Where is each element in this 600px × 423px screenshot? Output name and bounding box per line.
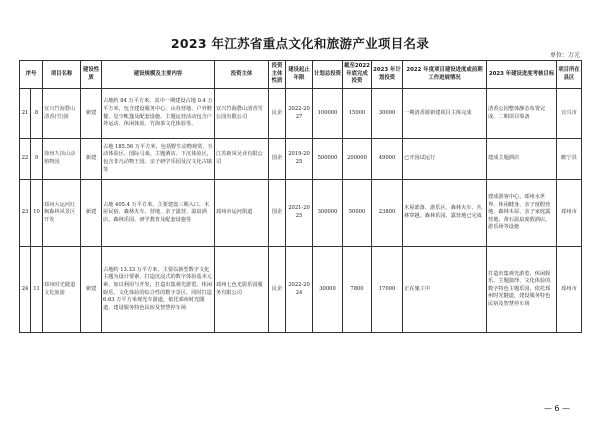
cell-period: 2019-2025 [286, 139, 313, 180]
cell-plan: 49000 [372, 139, 403, 180]
cell-period: 2022-2024 [286, 247, 313, 333]
header-investor: 投资主体 [215, 61, 269, 89]
cell-done: 200000 [343, 139, 372, 180]
header-plan: 2023 年计划投资 [372, 61, 403, 89]
cell-target: 建成主题酒店 [487, 139, 557, 180]
header-seq: 序号 [20, 61, 43, 89]
cell-content: 占地约 13.33 万平方米，主要以新型数字文化主题为设计要素，打造沉浸式的数字体验基本元素，加以利用与开发，打造出集观光游览、休闲娱乐、文化体验的综合性的数字景区，同时打造 6.63 万平方米观光车游道，依托邳州时光隧道，建设服务特色民宿及智慧停车场 [102, 247, 215, 333]
cell-nature: 新建 [81, 180, 102, 247]
header-target: 2023 年建设进度考核目标 [487, 61, 557, 89]
cell-name: 宜兴竹海磬山清香(雪)游 [43, 89, 81, 139]
cell-plan: 17000 [372, 247, 403, 333]
cell-no: 10 [31, 180, 43, 247]
table-row [20, 247, 582, 333]
cell-total: 500000 [313, 139, 343, 180]
cell-seq: 24 [20, 247, 31, 333]
header-investor-type: 投资主体性质 [269, 61, 286, 89]
cell-total: 30000 [313, 247, 343, 333]
cell-investor: 宜兴竹海磬山清香雪公园有限公司 [215, 89, 269, 139]
cell-investor-type: 国企 [269, 180, 286, 247]
cell-content: 占地 185.56 万平方米，包括野生动物观赏、互动体验区、国际马戏、主题酒店、下沉体验区，包含非凡动物王国、亲子研学乐园及汉文化古镇等 [102, 139, 215, 180]
cell-investor: 江苏新凤吴业有限公司 [215, 139, 269, 180]
cell-nature: 新建 [81, 139, 102, 180]
cell-done: 7800 [343, 247, 372, 333]
header-progress: 2022 年度项目建设进度或前期工作进展情况 [403, 61, 487, 89]
cell-no: 9 [31, 139, 43, 180]
cell-done: 50000 [343, 180, 372, 247]
page-title: 2023 年江苏省重点文化和旅游产业项目名录 [170, 36, 430, 51]
cell-plan: 23800 [372, 180, 403, 247]
cell-no: 8 [31, 89, 43, 139]
cell-period: 2021-2025 [286, 180, 313, 247]
cell-investor: 邳州市运河街道 [215, 180, 269, 247]
cell-seq: 22 [20, 139, 31, 180]
table-row [20, 89, 582, 139]
header-done: 截至2022年底完成投资 [343, 61, 372, 89]
cell-progress: 木屋部落、游乐区、森林火车、丛林穿越、森林乐园、露营地已完成 [403, 180, 487, 247]
cell-progress: 一期清香游新建项目主体完成 [403, 89, 487, 139]
header-total: 计划总投资 [313, 61, 343, 89]
project-table [19, 60, 582, 333]
cell-total: 100000 [313, 89, 343, 139]
cell-investor: 邳州七色光影乐园服务有限公司 [215, 247, 269, 333]
cell-county: 邳州市 [557, 247, 582, 333]
cell-content: 占地约 84 万平方米。其中一期建设占地 0.4 万平方米，包含建设服务中心、山谷营地、户外野餐、星空帐篷及配套设施，主题运营活动包含户外运动、休闲体验、竹海茶文化体验等。 [102, 89, 215, 139]
cell-done: 15000 [343, 89, 372, 139]
cell-investor-type: 民企 [269, 247, 286, 333]
cell-seq: 23 [20, 180, 31, 247]
cell-plan: 30000 [372, 89, 403, 139]
unit-note: 单位：万元 [549, 52, 580, 59]
cell-progress: 已开园试运行 [403, 139, 487, 180]
cell-total: 300000 [313, 180, 343, 247]
cell-name: 徐州九顶山动植物园 [43, 139, 81, 180]
cell-county: 邳州市 [557, 180, 582, 247]
page-number: — 6 — [543, 404, 570, 413]
cell-nature: 新建 [81, 89, 102, 139]
table-row [20, 180, 582, 247]
cell-nature: 新建 [81, 247, 102, 333]
cell-name: 邳州时光隧道文化旅游 [43, 247, 81, 333]
cell-no: 11 [31, 247, 43, 333]
cell-seq: 21 [20, 89, 31, 139]
cell-target: 建成游客中心、邳州水世界、休闲健身、亲子度假营地、森林木屋、亲子家庭露营地、黄石温泉度假酒店、游乐场等设施 [487, 180, 557, 247]
header-name: 项目名称 [43, 61, 81, 89]
cell-county: 宜兴市 [557, 89, 582, 139]
cell-investor-type: 民企 [269, 89, 286, 139]
cell-progress: 正在施工中 [403, 247, 487, 333]
header-nature: 建设性质 [81, 61, 102, 89]
header-county: 项目所在县区 [557, 61, 582, 89]
table-header-row [20, 61, 582, 89]
header-content: 建设规模及主要内容 [102, 61, 215, 89]
cell-county: 睢宁县 [557, 139, 582, 180]
cell-investor-type: 国企 [269, 139, 286, 180]
header-period: 建设起止年限 [286, 61, 313, 89]
cell-content: 占地 405.4 万平方米，主要建设三期入口，木屋民宿、森林火车、营地、亲子露营、温泉酒店、森林乐园、研学教育及配套设施等 [102, 180, 215, 247]
cell-period: 2022-2027 [286, 89, 313, 139]
cell-target: 清香公园整体静态布置完成，二期项目筹备 [487, 89, 557, 139]
table-row [20, 139, 582, 180]
cell-name: 邳州大运河红枫森林风景区开发 [43, 180, 81, 247]
cell-target: 打造出集观光游览、休闲娱乐、主题演绎、文化体验的数字特色主题乐园，依托邳州时光隧道，建设服务特色民宿及智慧停车场 [487, 247, 557, 333]
